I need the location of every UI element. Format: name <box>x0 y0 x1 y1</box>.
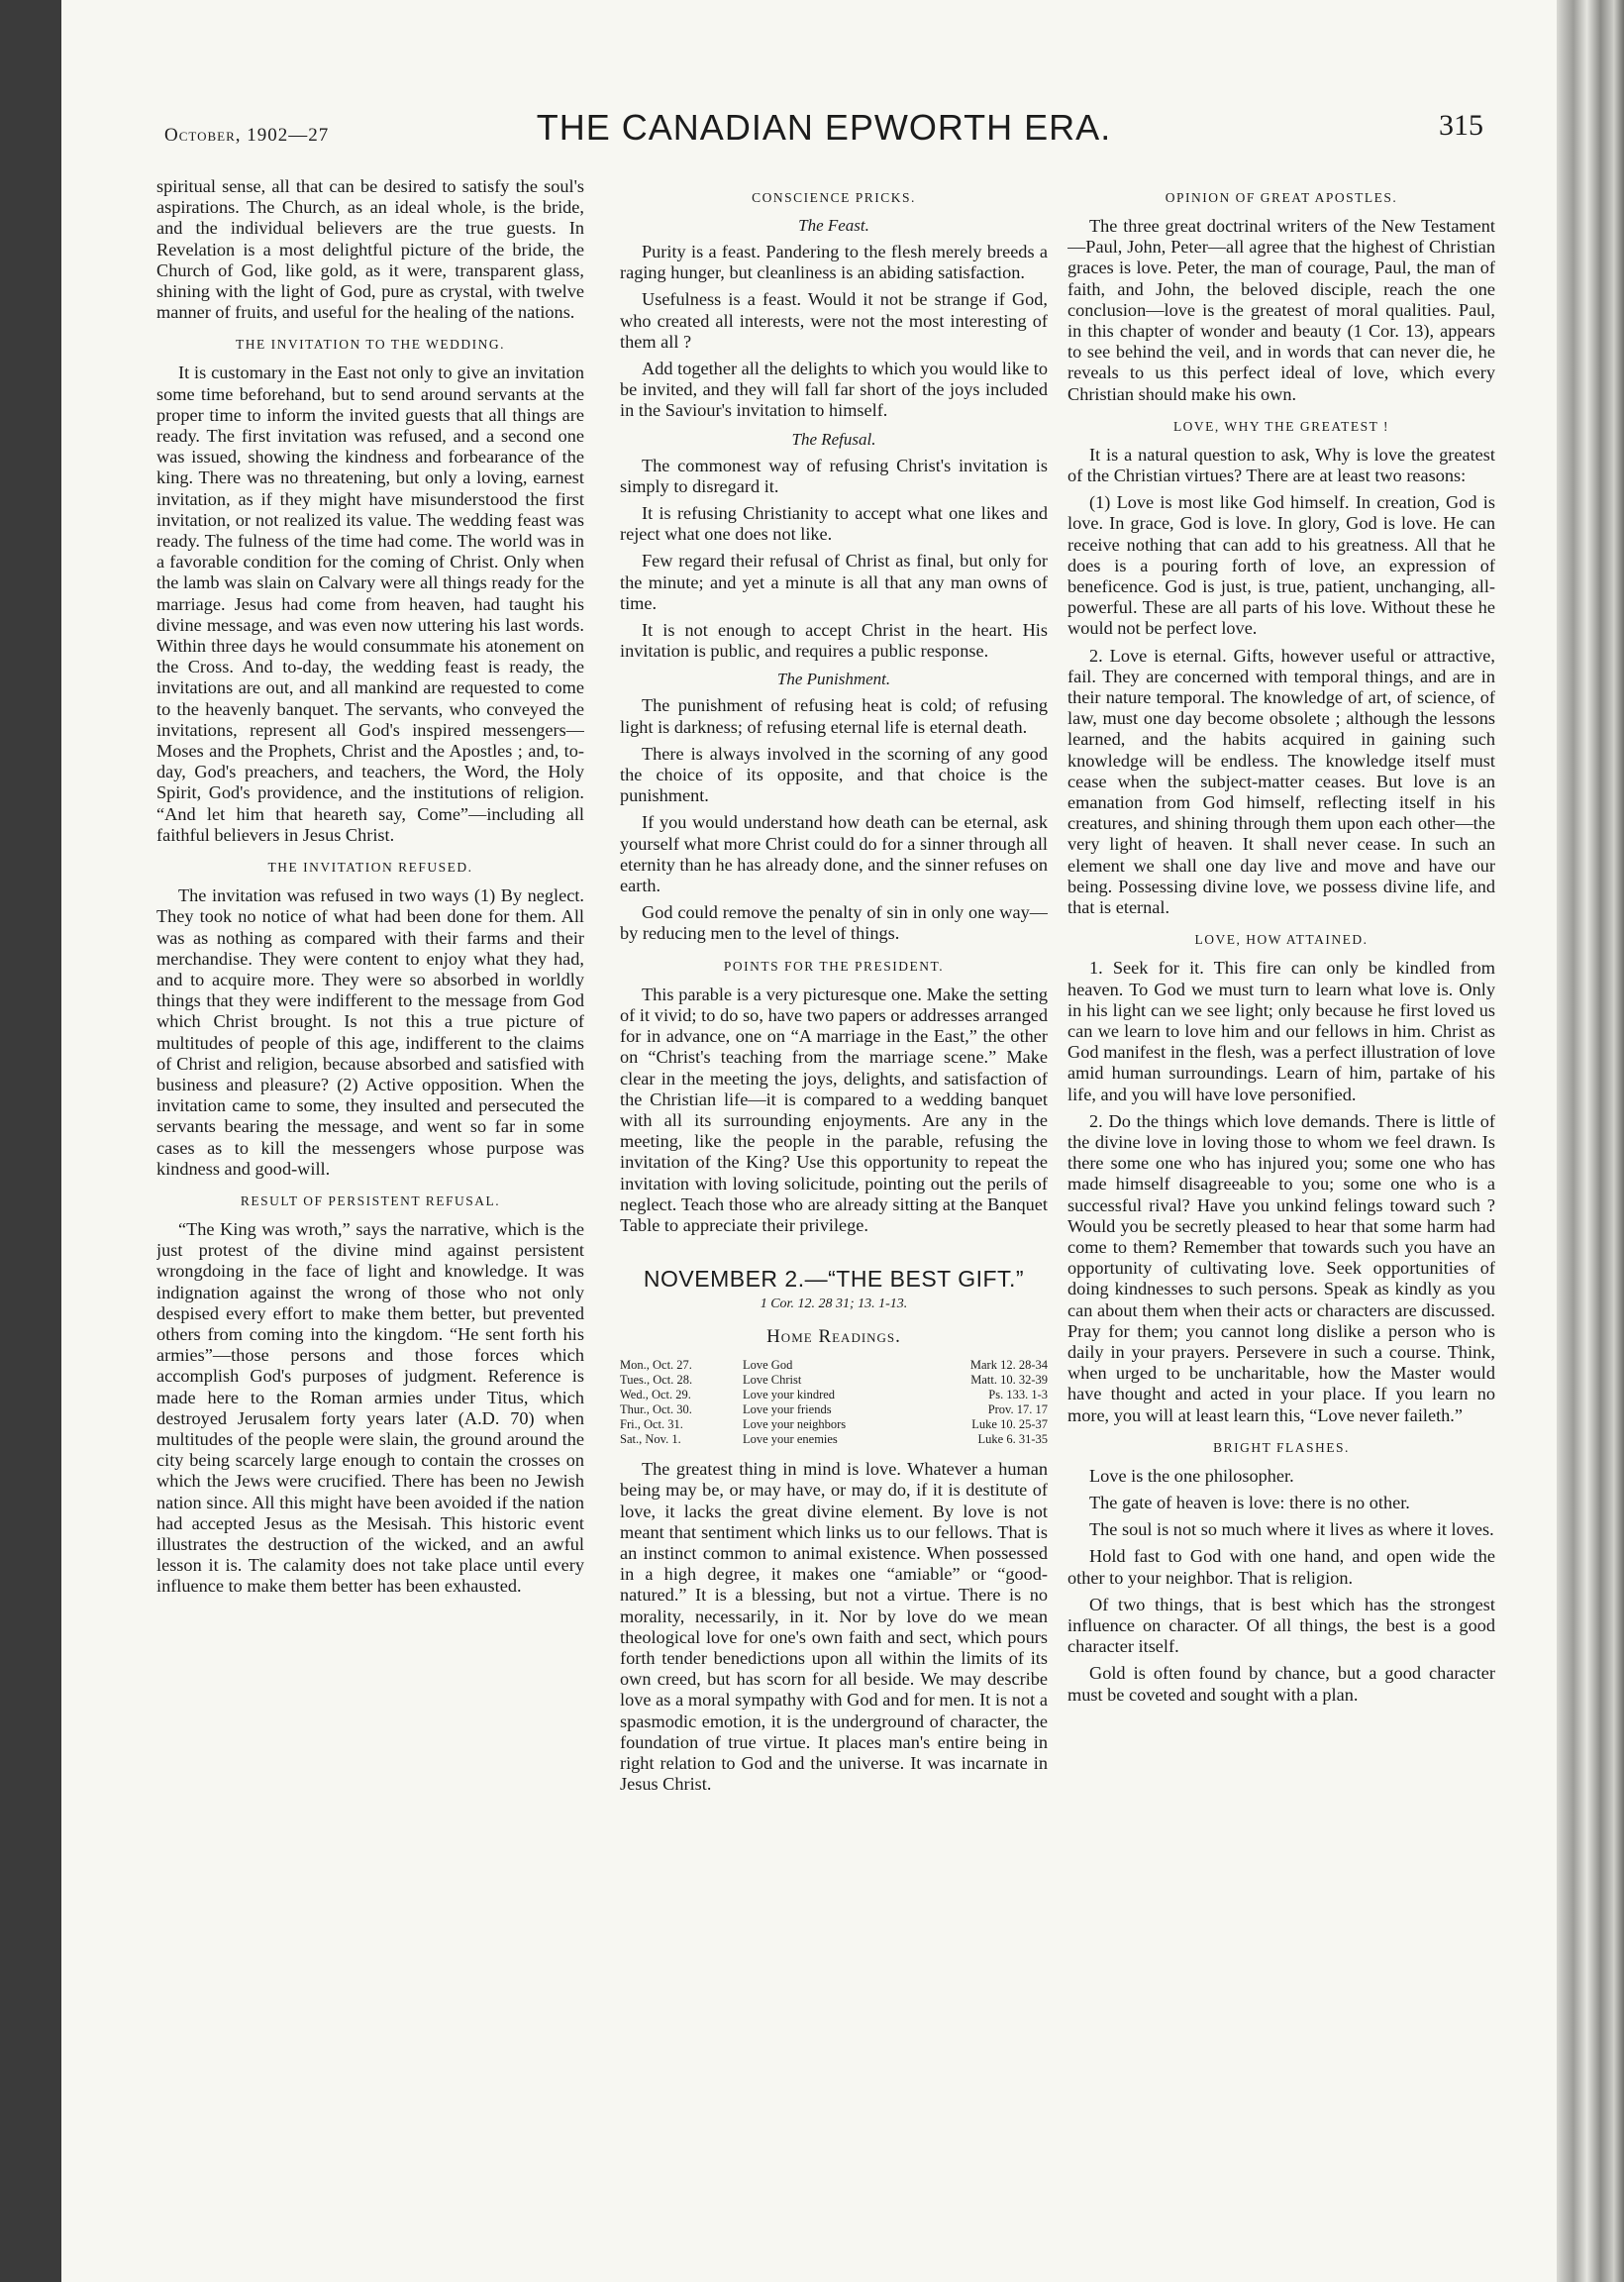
paragraph: Hold fast to God with one hand, and open wide the other to your neighbor. That is religion. <box>1067 1546 1495 1588</box>
paragraph: The invitation was refused in two ways (1) By neglect. They took no notice of what had been done for them. All was as nothing as compared with their farms and their merchandise. They were content to enjoy what they had, and to acquire more. They were so absorbed in worldly things that they were indifferent to the message from God which Christ brought. Is not this a true picture of multitudes of people of this age, indifferent to the claims of Christ and religion, because absorbed and satisfied with business and pleasure? (2) Active opposition. When the invitation came to some, they insulted and persecuted the servants bearing the message, and went so far in some cases as to kill the messengers whose purpose was kindness and good-will. <box>156 885 584 1179</box>
reading-row <box>620 1373 1048 1388</box>
paragraph: The soul is not so much where it lives as where it loves. <box>1089 1519 1494 1540</box>
reading-reference: Luke 10. 25-37 <box>971 1417 1048 1432</box>
reading-row <box>620 1417 1048 1432</box>
paragraph: Gold is often found by chance, but a good character must be coveted and sought with a plan. <box>1067 1663 1495 1705</box>
reading-day: Wed., Oct. 29. <box>620 1388 691 1402</box>
section-heading: BRIGHT FLASHES. <box>1213 1439 1350 1455</box>
reading-reference: Ps. 133. 1-3 <box>988 1388 1048 1402</box>
topic-title: NOVEMBER 2.—“THE BEST GIFT.” <box>643 1266 1025 1293</box>
paragraph: “The King was wroth,” says the narrative, which is the just protest of the divine mind against persistent wrongdoing in the face of light and knowledge. It was indignation against the wrong of those who not only despised every effort to make them better, but prevented others from coming into the kingdom. “He sent forth his armies”—those persons and those forces which accomplish God's purposes of judgment. Reference is made here to the Roman armies under Titus, which destroyed Jerusalem forty years later (A.D. 70) when multitudes of the people were slain, the ground around the city being scarcely large enough to contain the crosses on which the Jews were crucified. There has been no Jewish nation since. All this might have been avoided if the nation had accepted Jesus as the Mesisah. This historic event illustrates the destruction of the wicked, and an awful lesson it is. The calamity does not take place until every influence to make them better has been exhausted. <box>156 1218 584 1597</box>
reading-row <box>620 1432 1048 1447</box>
reading-topic: Love your friends <box>743 1402 832 1417</box>
reading-reference: Prov. 17. 17 <box>987 1402 1048 1417</box>
issue-date: October, 1902—27 <box>164 125 330 146</box>
column-1 <box>156 176 584 2217</box>
paragraph: Few regard their refusal of Christ as final, but only for the minute; and yet a minute is all that any man owns of time. <box>620 551 1048 613</box>
reading-day: Fri., Oct. 31. <box>620 1417 683 1432</box>
paragraph: If you would understand how death can be eternal, ask yourself what more Christ could do for a sinner through all eternity than he has already done, and the sinner refuses on earth. <box>620 812 1048 896</box>
column-3 <box>1067 176 1495 2217</box>
paragraph: Usefulness is a feast. Would it not be strange if God, who created all interests, were not the most interesting of them all ? <box>620 289 1048 352</box>
reading-reference: Mark 12. 28-34 <box>969 1358 1048 1373</box>
subheading: The Punishment. <box>776 670 891 689</box>
section-heading: POINTS FOR THE PRESIDENT. <box>723 958 945 974</box>
readings-table <box>620 1358 1048 1447</box>
reading-row <box>620 1402 1048 1417</box>
paragraph: Purity is a feast. Pandering to the flesh merely breeds a raging hunger, but cleanliness is an abiding satisfaction. <box>620 242 1048 283</box>
paragraph: The commonest way of refusing Christ's invitation is simply to disregard it. <box>620 455 1048 496</box>
paragraph: The punishment of refusing heat is cold; of refusing light is darkness; of refusing eternal life is eternal death. <box>620 695 1048 737</box>
paragraph: The gate of heaven is love: there is no other. <box>1089 1492 1410 1512</box>
paragraph: (1) Love is most like God himself. In creation, God is love. In grace, God is love. In glory, God is love. He can receive nothing that can add to his greatness. All that he does is a pouring forth of love, an expression of beneficence. God is just, is true, patient, unchanging, all-powerful. These are all parts of his love. Without these he would not be perfect love. <box>1067 492 1495 639</box>
section-heading: CONSCIENCE PRICKS. <box>752 190 916 205</box>
book-spine-edge <box>1557 0 1624 2282</box>
reading-reference: Luke 6. 31-35 <box>977 1432 1048 1447</box>
paragraph: It is customary in the East not only to give an invitation some time beforehand, but to send around servants at the proper time to inform the invited guests that all things are ready. The first invitation was refused, and a second one was issued, showing the kindness and forbearance of the king. There was no threatening, but only a loving, earnest invitation, as if they might have misunderstood the first invitation, or not realized its value. The wedding feast was ready. The fulness of the time had come. The world was in a favorable condition for the coming of Christ. Only when the lamb was slain on Calvary were all things ready for the marriage. Jesus had come from heaven, had taught his divine message, and was even now uttering his last words. Within three days he would consummate his atonement on the Cross. And to-day, the wedding feast is ready, the invitations are out, and all mankind are requested to come to the heavenly banquet. The servants, who conveyed the invitations, represent all God's inspired messengers—Moses and the Prophets, Christ and the Apostles ; and, to-day, God's preachers, and teachers, the Word, the Holy Spirit, God's providence, and the institutions of religion. “And let him that heareth say, Come”—including all faithful believers in Jesus Christ. <box>156 363 584 845</box>
section-heading: LOVE, HOW ATTAINED. <box>1194 932 1369 948</box>
reading-topic: Love your kindred <box>743 1388 836 1402</box>
reading-day: Mon., Oct. 27. <box>620 1358 692 1373</box>
reading-topic: Love God <box>743 1358 793 1373</box>
section-heading: OPINION OF GREAT APOSTLES. <box>1165 190 1398 205</box>
reading-day: Sat., Nov. 1. <box>620 1432 681 1447</box>
section-heading: RESULT OF PERSISTENT REFUSAL. <box>240 1193 501 1208</box>
subheading: The Feast. <box>798 216 869 235</box>
reading-topic: Love Christ <box>743 1373 802 1388</box>
reading-row <box>620 1358 1048 1373</box>
reading-day: Tues., Oct. 28. <box>620 1373 693 1388</box>
column-2 <box>620 176 1048 2217</box>
paragraph: Add together all the delights to which you would like to be invited, and they will fall far short of the joys included in the Saviour's invitation to himself. <box>620 359 1048 421</box>
paragraph: Of two things, that is best which has the strongest influence on character. Of all things, the best is a good character itself. <box>1067 1594 1495 1657</box>
magazine-title: THE CANADIAN EPWORTH ERA. <box>536 107 1112 148</box>
reading-row <box>620 1388 1048 1402</box>
paragraph: This parable is a very picturesque one. Make the setting of it vivid; to do so, have two papers or addresses arranged for in advance, one on “A marriage in the East,” the other on “Christ's teaching from the marriage scene.” Make clear in the meeting the joys, delights, and satisfaction of the Christian life—it is compared to a wedding banquet with all its surrounding enjoyments. Are any in the meeting, like the people in the parable, refusing the invitation of the King? Use this opportunity to repeat the invitation with loving solicitude, pointing out the perils of neglect. Teach those who are already sitting at the Banquet Table to appreciate their privilege. <box>620 984 1048 1235</box>
paragraph: Love is the one philosopher. <box>1089 1465 1294 1486</box>
paragraph: 2. Do the things which love demands. There is little of the divine love in loving those to whom we feel drawn. Is there some one who has injured you; some one who has made himself disagreeable to you; some one who is a successful rival? Have you unkind felings toward such ? Would you be secretly pleased to hear that some harm had come to them? Remember that towards such you have an opportunity of cultivating love. Seek opportunities of doing kindnesses to such persons. Speak as kindly as you can about them when their acts or characters are discussed. Pray for them; you cannot long dislike a person who is daily in your prayers. Persevere in such a course. Think, when urged to be uncharitable, how the Master would have thought and acted in your place. If you learn no more, you will at least learn this, “Love never faileth.” <box>1067 1110 1495 1425</box>
page-header <box>164 107 1483 166</box>
section-heading: THE INVITATION TO THE WEDDING. <box>235 337 505 353</box>
paragraph: The three great doctrinal writers of the New Testament—Paul, John, Peter—all agree that the highest of Christian graces is love. Peter, the man of courage, Paul, the man of faith, and John, the beloved disciple, reach the one conclusion—love is the greatest of moral qualities. Paul, in this chapter of wonder and beauty (1 Cor. 13), appears to see behind the veil, and in words that can never die, he reveals to us this perfect ideal of love, which every Christian should make his own. <box>1067 216 1495 404</box>
paragraph: It is not enough to accept Christ in the heart. His invitation is public, and requires a public response. <box>620 620 1048 662</box>
subheading: The Refusal. <box>791 429 876 449</box>
reading-topic: Love your enemies <box>743 1432 838 1447</box>
page-number: 315 <box>1439 109 1483 142</box>
paragraph: There is always involved in the scorning of any good the choice of its opposite, and that choice is the punishment. <box>620 743 1048 806</box>
paragraph: It is a natural question to ask, Why is love the greatest of the Christian virtues? There are at least two reasons: <box>1067 444 1495 486</box>
section-heading: LOVE, WHY THE GREATEST ! <box>1172 418 1390 434</box>
paragraph: It is refusing Christianity to accept what one likes and reject what one does not like. <box>620 503 1048 545</box>
paragraph: God could remove the penalty of sin in only one way—by reducing men to the level of things. <box>620 902 1048 944</box>
home-readings-heading: Home Readings. <box>766 1326 901 1348</box>
paragraph: 2. Love is eternal. Gifts, however useful or attractive, fail. They are concerned with temporal things, and are in their nature temporal. The knowledge of art, of science, of law, must one day become obsolete ; although the lessons learned, and the habits acquired in gaining such knowledge will be endless. The knowledge itself must cease when the subject-matter ceases. But love is an emanation from God himself, reflecting itself in his creatures, and shining through them upon each other—the very light of heaven. It shall never cease. In such an element we shall one day live and move and have our being. Possessing divine love, we possess divine life, and that is eternal. <box>1067 645 1495 918</box>
reading-topic: Love your neighbors <box>743 1417 847 1432</box>
magazine-page <box>61 0 1557 2282</box>
reading-reference: Matt. 10. 32-39 <box>970 1373 1048 1388</box>
paragraph: The greatest thing in mind is love. Whatever a human being may be, or may have, or may do, if it is destitute of love, it lacks the great divine element. By love is not meant that sentiment which links us to our fellows. That is an instinct common to animal existence. When possessed in a high degree, it makes one “amiable” or “good-natured.” It is a blessing, but not a virtue. There is no morality, necessarily, in it. Nor by love do we mean theological love for one's own faith and sect, which pours forth tender benedictions upon all within the limits of its own creed, but has scorn for all beside. We may describe love as a moral sympathy with God and for men. It is not a spasmodic emotion, it is the underground of character, the foundation of true virtue. It places man's entire being in right relation to God and the universe. It was incarnate in Jesus Christ. <box>620 1459 1048 1795</box>
section-heading: THE INVITATION REFUSED. <box>267 860 473 876</box>
scripture-reference: 1 Cor. 12. 28 31; 13. 1-13. <box>760 1297 908 1312</box>
paragraph: 1. Seek for it. This fire can only be kindled from heaven. To God we must turn to learn what love is. Only in his light can we see light; only because he first loved us can we learn to love him and our fellows in him. Christ as God manifest in the flesh, was a perfect illustration of love amid human surroundings. Learn of him, partake of his life, and you will have love personified. <box>1067 958 1495 1104</box>
paragraph: spiritual sense, all that can be desired to satisfy the soul's aspirations. The Church, as an ideal whole, is the bride, and the individual believers are the true guests. In Revelation is a most delightful picture of the bride, the Church of God, like gold, as it were, transparent glass, shining with the light of God, pure as crystal, with twelve manner of fruits, and useful for the healing of the nations. <box>156 176 584 323</box>
reading-day: Thur., Oct. 30. <box>620 1402 692 1417</box>
